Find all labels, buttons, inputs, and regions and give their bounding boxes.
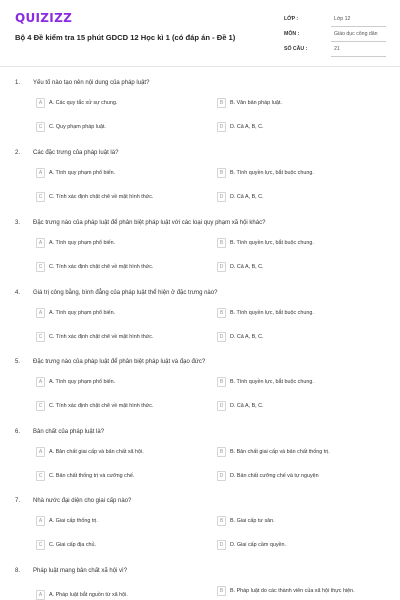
option-letter: A	[36, 377, 45, 387]
option-letter: D	[217, 540, 226, 550]
meta-label-class: LỚP :	[284, 16, 299, 22]
meta-value-subject: Giáo dục công dân	[334, 31, 378, 37]
option-letter: D	[217, 332, 226, 342]
header-divider	[0, 66, 400, 67]
option-text: C. Bản chất thống trị và cưỡng chế.	[49, 472, 135, 479]
option-text: A. Pháp luật bắt nguồn từ xã hội.	[49, 591, 128, 598]
option-text: B. Pháp luật do các thành viên của xã hội thực hiện.	[230, 587, 355, 594]
option-letter: B	[217, 516, 226, 526]
option-b[interactable]	[217, 516, 275, 526]
option-letter: C	[36, 122, 45, 132]
option-d[interactable]	[217, 540, 286, 550]
question	[0, 220, 400, 290]
option-letter: C	[36, 192, 45, 202]
option-c[interactable]	[36, 122, 106, 132]
option-text: D. Cả A, B, C.	[230, 263, 264, 270]
option-letter: A	[36, 590, 45, 600]
option-letter: B	[217, 168, 226, 178]
meta-label-count: SỐ CÂU :	[284, 46, 308, 52]
meta-underline	[331, 41, 386, 42]
option-b[interactable]	[217, 168, 314, 178]
option-text: D. Cả A, B, C.	[230, 402, 264, 409]
option-a[interactable]	[36, 590, 128, 600]
question-text: Giá trị công bằng, bình đẳng của pháp luật thể hiện ở đặc trưng nào?	[33, 290, 218, 296]
question-text: Đặc trưng nào của pháp luật để phân biệt pháp luật với các loại quy phạm xã hội khác?	[33, 220, 266, 226]
option-c[interactable]	[36, 192, 154, 202]
question-number: 5.	[15, 359, 21, 365]
option-text: D. Giai cấp cầm quyền.	[230, 541, 287, 548]
option-text: C. Quy phạm pháp luật.	[49, 123, 106, 130]
option-text: B. Bản chất giai cấp và bản chất thống trị.	[230, 448, 330, 455]
option-text: A. Tính quy phạm phổ biến.	[49, 169, 116, 176]
option-b[interactable]	[217, 238, 314, 248]
option-letter: D	[217, 122, 226, 132]
meta-value-count: 21	[334, 46, 340, 52]
question-text: Các đặc trưng của pháp luật là?	[33, 150, 119, 156]
question	[0, 498, 400, 568]
option-letter: C	[36, 332, 45, 342]
option-a[interactable]	[36, 377, 115, 387]
question-number: 2.	[15, 150, 21, 156]
option-letter: B	[217, 447, 226, 457]
option-text: C. Tính xác định chặt chẽ về mặt hình thức.	[49, 193, 154, 200]
option-text: C. Giai cấp địa chủ.	[49, 541, 97, 548]
question	[0, 150, 400, 220]
question-number: 3.	[15, 220, 21, 226]
option-letter: D	[217, 262, 226, 272]
option-text: D. Bản chất cưỡng chế và tự nguyện	[230, 472, 319, 479]
option-c[interactable]	[36, 332, 154, 342]
option-letter: A	[36, 308, 45, 318]
option-text: C. Tính xác định chặt chẽ về mặt hình thức.	[49, 263, 154, 270]
question-text: Đặc trưng nào của pháp luật để phân biệt pháp luật và đạo đức?	[33, 359, 206, 365]
question	[0, 568, 400, 600]
option-letter: A	[36, 447, 45, 457]
meta-underline	[331, 56, 386, 57]
option-d[interactable]	[217, 192, 264, 202]
option-letter: B	[217, 98, 226, 108]
option-text: C. Tính xác định chặt chẽ về mặt hình thức.	[49, 333, 154, 340]
question-number: 7.	[15, 498, 21, 504]
option-text: D. Cả A, B, C.	[230, 123, 264, 130]
option-letter: B	[217, 238, 226, 248]
question-text: Nhà nước đại diện cho giai cấp nào?	[33, 498, 132, 504]
option-letter: B	[217, 377, 226, 387]
question-text: Bản chất của pháp luật là?	[33, 429, 105, 435]
option-text: D. Cả A, B, C.	[230, 333, 264, 340]
option-letter: B	[217, 308, 226, 318]
option-d[interactable]	[217, 122, 264, 132]
question-number: 1.	[15, 80, 21, 86]
meta-underline	[331, 26, 386, 27]
option-c[interactable]	[36, 401, 154, 411]
question	[0, 80, 400, 150]
option-c[interactable]	[36, 471, 134, 481]
option-a[interactable]	[36, 516, 98, 526]
option-b[interactable]	[217, 98, 282, 108]
option-letter: B	[217, 586, 226, 596]
option-text: B. Giai cấp tư sản.	[230, 517, 275, 524]
option-text: B. Tính quyền lực, bắt buộc chung.	[230, 169, 314, 176]
option-a[interactable]	[36, 98, 117, 108]
option-a[interactable]	[36, 308, 115, 318]
option-letter: D	[217, 471, 226, 481]
question	[0, 429, 400, 499]
option-text: B. Tính quyền lực, bắt buộc chung.	[230, 378, 314, 385]
option-text: C. Tính xác định chặt chẽ về mặt hình thức.	[49, 402, 154, 409]
question-text: Yếu tố nào tạo nên nội dung của pháp luật?	[33, 80, 150, 86]
option-letter: C	[36, 401, 45, 411]
option-text: B. Văn bản pháp luật.	[230, 99, 282, 106]
option-letter: A	[36, 238, 45, 248]
option-b[interactable]	[217, 447, 330, 457]
option-c[interactable]	[36, 262, 154, 272]
option-d[interactable]	[217, 332, 264, 342]
option-d[interactable]	[217, 471, 319, 481]
option-text: A. Bản chất giai cấp và bản chất xã hội.	[49, 448, 144, 455]
meta-value-class: Lớp 12	[334, 16, 351, 22]
question	[0, 359, 400, 429]
option-a[interactable]	[36, 238, 115, 248]
option-text: A. Giai cấp thống trị.	[49, 517, 98, 524]
option-b[interactable]	[217, 308, 314, 318]
option-letter: D	[217, 401, 226, 411]
option-letter: C	[36, 471, 45, 481]
option-a[interactable]	[36, 447, 144, 457]
option-d[interactable]	[217, 262, 264, 272]
option-text: D. Cả A, B, C.	[230, 193, 264, 200]
option-b[interactable]	[217, 377, 314, 387]
option-c[interactable]	[36, 540, 96, 550]
option-text: B. Tính quyền lực, bắt buộc chung.	[230, 239, 314, 246]
option-b[interactable]	[217, 586, 390, 596]
quizizz-logo: QUIZIZZ	[15, 11, 73, 25]
option-letter: A	[36, 98, 45, 108]
meta-label-subject: MÔN :	[284, 31, 300, 37]
option-text: A. Tính quy phạm phổ biến.	[49, 378, 116, 385]
page-header	[0, 0, 400, 66]
option-letter: C	[36, 262, 45, 272]
question-number: 8.	[15, 568, 21, 574]
option-text: A. Các quy tắc xử sự chung.	[49, 99, 118, 106]
option-letter: C	[36, 540, 45, 550]
option-letter: A	[36, 168, 45, 178]
option-a[interactable]	[36, 168, 115, 178]
option-d[interactable]	[217, 401, 264, 411]
option-letter: A	[36, 516, 45, 526]
option-text: B. Tính quyền lực, bắt buộc chung.	[230, 309, 314, 316]
question-text: Pháp luật mang bản chất xã hội vì?	[33, 568, 128, 574]
question	[0, 290, 400, 360]
question-number: 4.	[15, 290, 21, 296]
option-text: A. Tính quy phạm phổ biến.	[49, 309, 116, 316]
option-text: A. Tính quy phạm phổ biến.	[49, 239, 116, 246]
question-number: 6.	[15, 429, 21, 435]
page-title: Bộ 4 Đề kiểm tra 15 phút GDCD 12 Học kì 1 (có đáp án - Đề 1)	[15, 33, 236, 42]
option-letter: D	[217, 192, 226, 202]
